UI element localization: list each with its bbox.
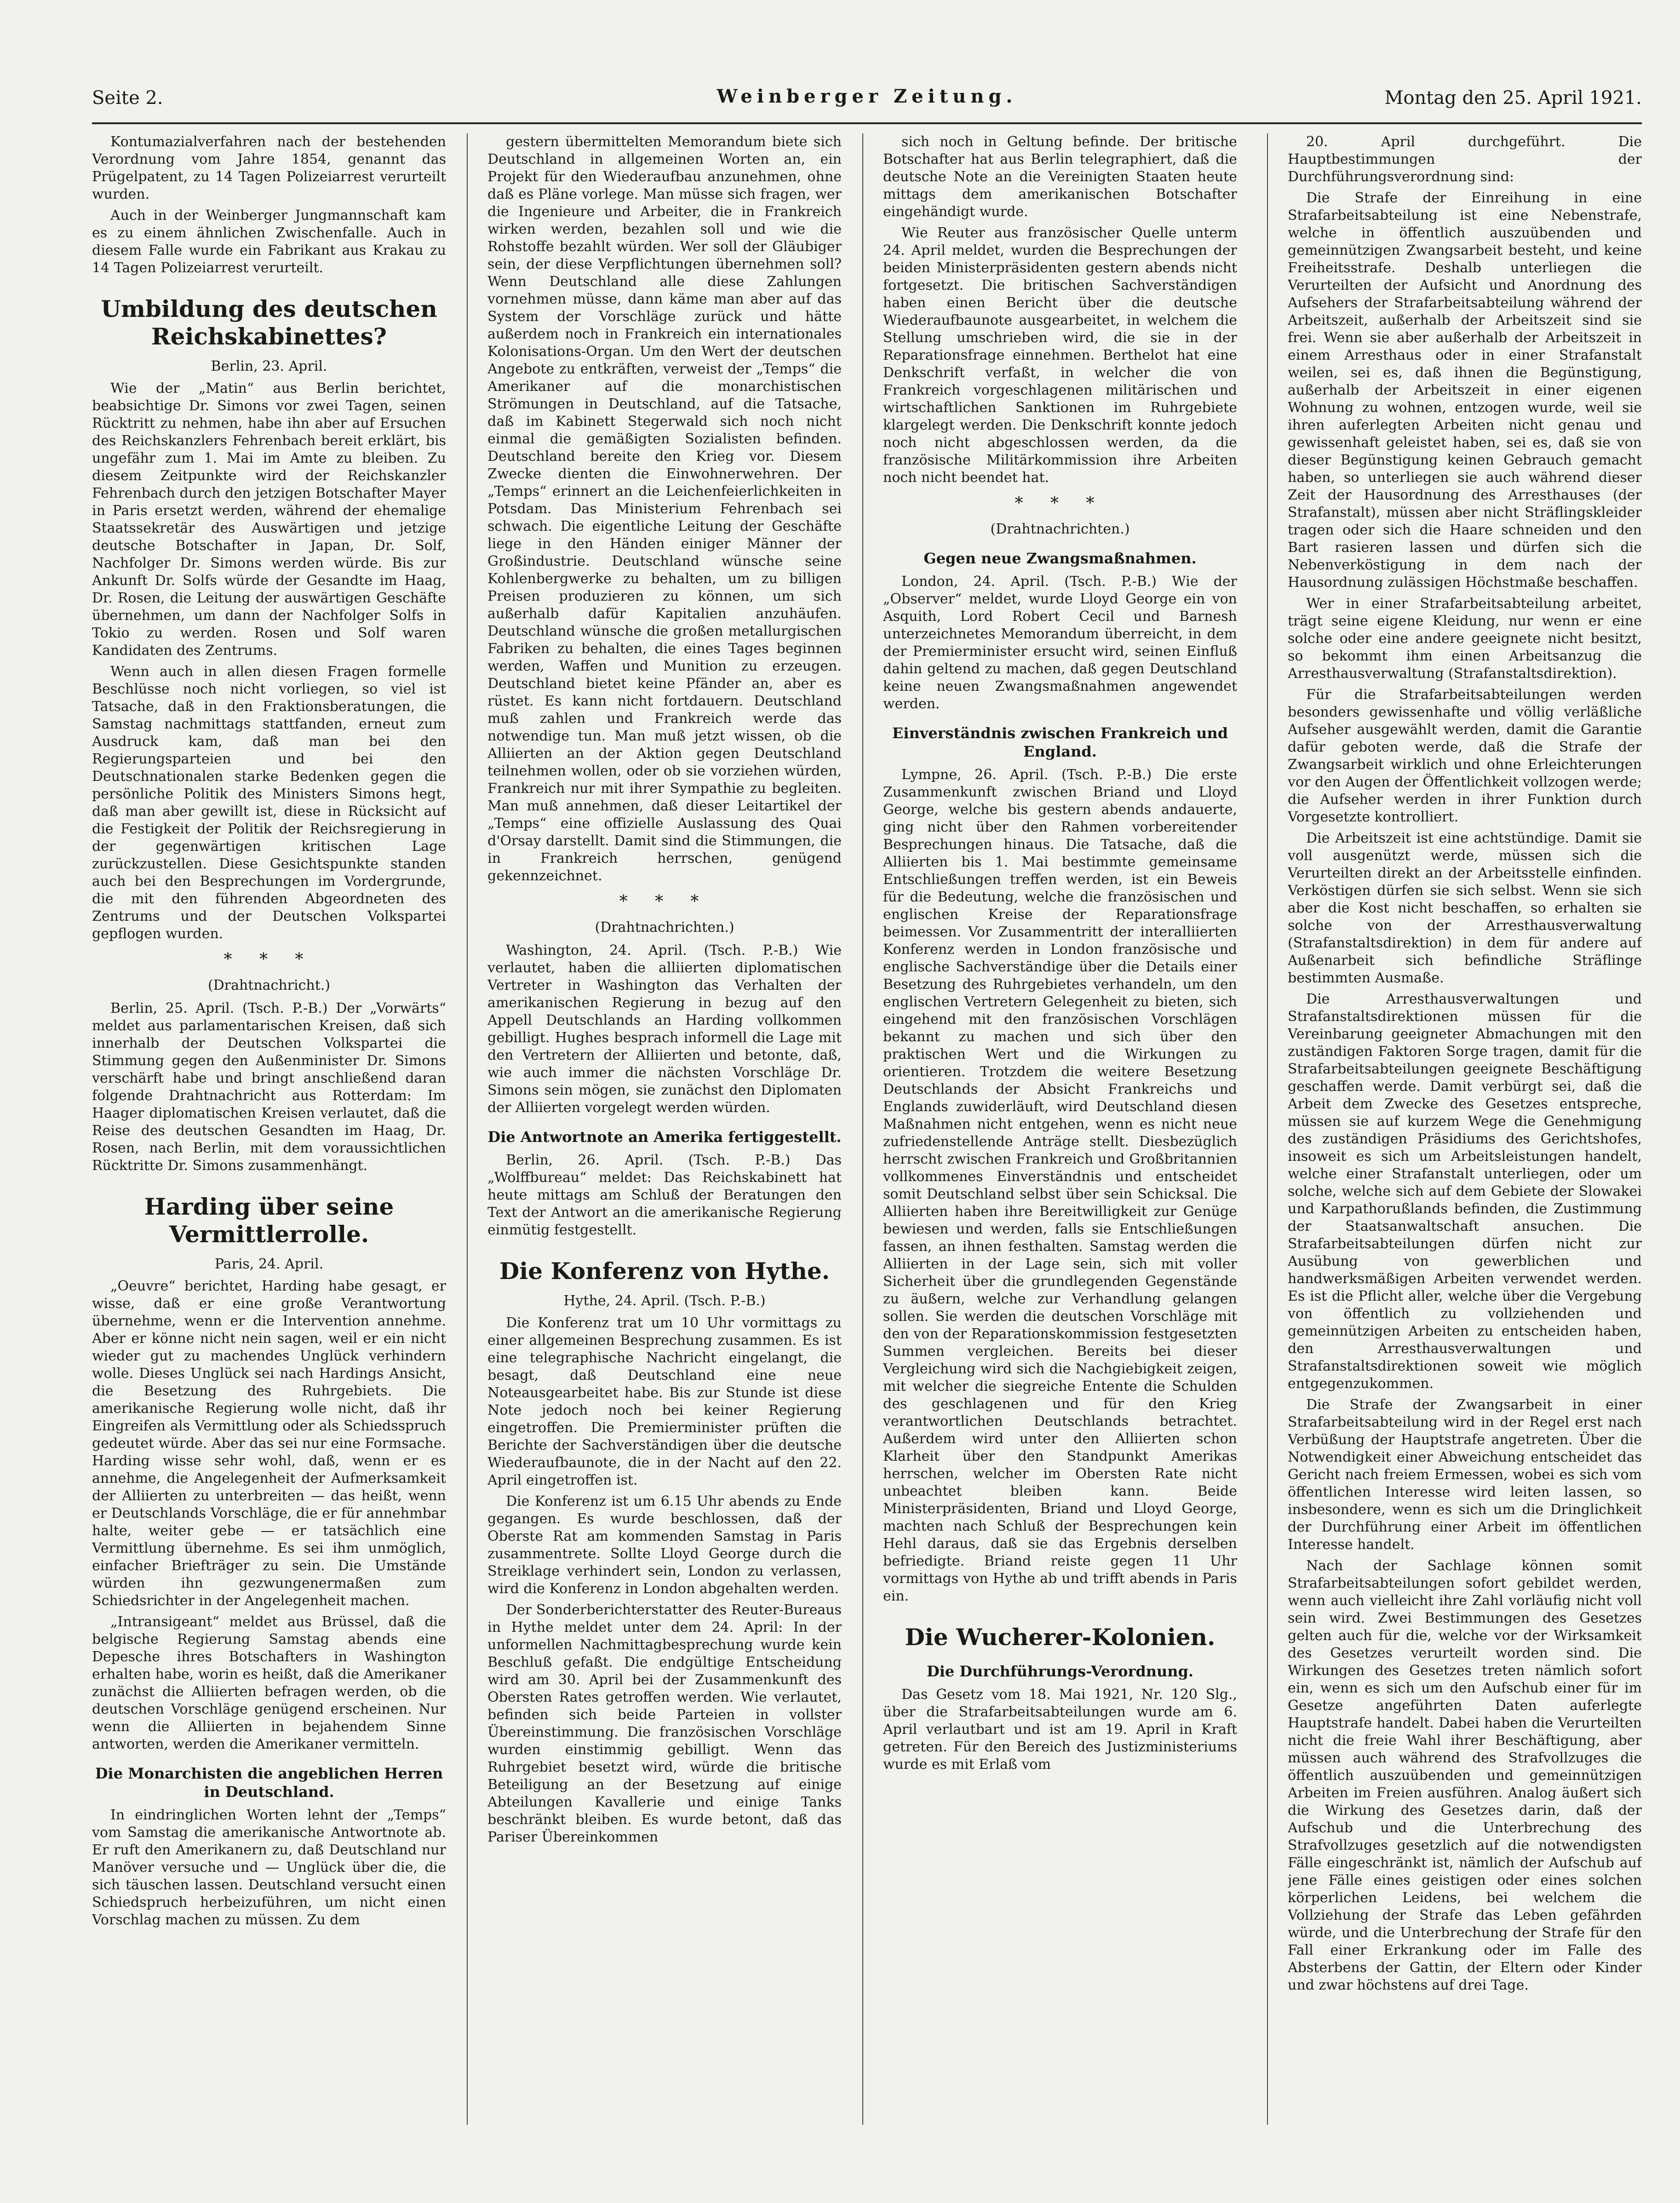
paragraph: „Intransigeant“ meldet aus Brüssel, daß die belgische Regierung Samstag abends eine Depesche ihres Botschafters in Washington erhalten habe, worin es heißt, daß die Amerikaner zunächst die Alliierten befragen werden, ob die deutschen Vorschläge genügend erscheinen. Nur wenn die Alliierten in bejahendem Sinne antworten, werden die Amerikaner vermitteln.	[92, 1614, 446, 1752]
newspaper-page	[92, 83, 1642, 2139]
wire-note: (Drahtnachrichten.)	[990, 521, 1130, 537]
paragraph: Kontumazialverfahren nach der bestehenden Verordnung vom Jahre 1854, genannt das Prügelpatent, zu 14 Tagen Polizeiarrest verurteilt wurden.	[92, 134, 446, 202]
paragraph: Wenn auch in allen diesen Fragen formelle Beschlüsse noch nicht vorliegen, so viel ist Tatsache, daß in den Fraktionsberatungen, die Samstag nachmittags stattfanden, erneut zum Ausdruck kam, daß man bei den Regierungsparteien und bei den Deutschnationalen starke Bedenken gegen die persönliche Politik des Ministers Simons hegt, daß man aber gewillt ist, diese in Rücksicht auf die Festigkeit der Politik der Reichsregierung in der gegenwärtigen kritischen Lage zurückzustellen. Diese Gesichtspunkte standen auch bei den Besprechungen im Vordergrunde, die mit den führenden Abgeordneten des Zentrums und der Deutschen Volkspartei gepflogen wurden.	[92, 664, 446, 942]
paragraph: Wer in einer Strafarbeitsabteilung arbeitet, trägt seine eigene Kleidung, nur wenn er eine solche oder eine andere geeignete nicht besitzt, so bekommt ihm einen Arbeitsanzug die Arresthausverwaltung (Strafanstaltsdirektion).	[1288, 596, 1642, 682]
section-separator: * * *	[224, 950, 315, 969]
wire-note: (Drahtnachricht.)	[207, 977, 331, 993]
dateline: Hythe, 24. April. (Tsch. P.-B.)	[563, 1293, 766, 1309]
column-divider	[467, 133, 468, 2125]
article-subheading: Die Monarchisten die angeblichen Herren in Deutschland.	[95, 1765, 443, 1801]
paragraph: Die Konferenz ist um 6.15 Uhr abends zu Ende gegangen. Es wurde beschlossen, daß der Oberste Rat am kommenden Samstag in Paris zusammentrete. Sollte Lloyd George durch die Streiklage verhindert sein, London zu verlassen, wird die Konferenz in London abgehalten werden.	[487, 1493, 842, 1597]
article-heading: Die Konferenz von Hythe.	[499, 1257, 830, 1285]
column-divider	[862, 133, 863, 2125]
paragraph: Der Sonderberichterstatter des Reuter-Bureaus in Hythe meldet unter dem 24. April: In der unformellen Nachmittagbesprechung wurde kein Beschluß gefaßt. Die endgültige Entscheidung wird am 30. April bei der Zusammenkunft des Obersten Rates getroffen werden. Wie verlautet, befinden sich beide Parteien in vollster Übereinstimmung. Die französischen Vorschläge wurden einstimmig gebilligt. Wenn das Ruhrgebiet besetzt wird, würde die britische Beteiligung an der Besetzung auf einige Abteilungen Kavallerie und einige Tanks beschränkt bleiben. Es wurde betont, daß das Pariser Übereinkommen	[487, 1602, 842, 1845]
issue-date: Montag den 25. April 1921.	[1384, 87, 1642, 109]
article-subheading: Gegen neue Zwangsmaßnahmen.	[923, 550, 1197, 567]
paragraph: Die Arbeitszeit ist eine achtstündige. Damit sie voll ausgenützt werde, müssen sich die Verurteilten direkt an der Arbeitsstelle einfinden. Verköstigen dürfen sie sich selbst. Wenn sie sich aber die Kost nicht beschaffen, so erhalten sie solche von der Arresthausverwaltung (Strafanstaltsdirektion) in dem für andere auf Außenarbeit sich befindliche Sträflinge bestimmten Ausmaße.	[1288, 830, 1642, 986]
paragraph: Washington, 24. April. (Tsch. P.-B.) Wie verlautet, haben die alliierten diplomatischen Vertreter in Washington das Verhalten der amerikanischen Regierung in bezug auf den Appell Deutschlands an Harding vollkommen gebilligt. Hughes besprach informell die Lage mit den Vertretern der Alliierten und betonte, daß, wie auch immer die nächsten Vorschläge Dr. Simons sein mögen, sie zunächst den Diplomaten der Alliierten vorgelegt werden würden.	[487, 942, 842, 1116]
section-separator: * * *	[619, 892, 710, 911]
paragraph: Berlin, 25. April. (Tsch. P.-B.) Der „Vorwärts“ meldet aus parlamentarischen Kreisen, daß sich innerhalb der Deutschen Volkspartei die Stimmung gegen den Außenminister Dr. Simons verschärft habe und bringt anschließend daran folgende Drahtnachricht aus Rotterdam: Im Haager diplomatischen Kreisen verlautet, daß die Reise des deutschen Gesandten im Haag, Dr. Rosen, nach Berlin, mit dem voraussichtlichen Rücktritte Dr. Simons zusammenhängt.	[92, 1000, 446, 1174]
wire-note: (Drahtnachrichten.)	[595, 919, 734, 935]
paragraph: Wie der „Matin“ aus Berlin berichtet, beabsichtige Dr. Simons vor zwei Tagen, seinen Rücktritt zu nehmen, habe ihn aber auf Ersuchen des Reichskanzlers Fehrenbach bereit erklärt, bis ungefähr zum 1. Mai im Amte zu bleiben. Zu diesem Zeitpunkte wird der Reichskanzler Fehrenbach durch den jetzigen Botschafter Mayer in Paris ersetzt werden, während der ehemalige Staatssekretär des Auswärtigen und jetzige deutsche Botschafter in Japan, Dr. Solf, Nachfolger Dr. Simons werden würde. Bis zur Ankunft Dr. Solfs würde der Gesandte im Haag, Dr. Rosen, die Leitung der auswärtigen Geschäfte übernehmen, um dann der Nachfolger Solfs in Tokio zu werden. Rosen und Solf waren Kandidaten des Zentrums.	[92, 380, 446, 659]
paragraph: Wie Reuter aus französischer Quelle unterm 24. April meldet, wurden die Besprechungen der beiden Ministerpräsidenten gestern abends nicht fortgesetzt. Die britischen Sachverständigen haben einen Bericht über die deutsche Wiederaufbaunote ausgearbeitet, in welchem die Stellung umschrieben wird, die sie in der Reparationsfrage einnehmen. Berthelot hat eine Denkschrift verfaßt, in welcher die von Frankreich vorgeschlagenen militärischen und wirtschaftlichen Sanktionen im Ruhrgebiete klargelegt werden. Die Denkschrift konnte jedoch noch nicht abgeschlossen werden, da die französische Militärkommission ihre Arbeiten noch nicht beendet hat.	[883, 225, 1237, 486]
article-subheading: Die Antwortnote an Amerika fertiggestellt.	[487, 1128, 842, 1146]
column-2	[487, 133, 842, 2129]
paragraph: In eindringlichen Worten lehnt der „Temps“ vom Samstag die amerikanische Antwortnote ab. Er ruft den Amerikanern zu, daß Deutschland nur Manöver versuche und — Unglück über die, die sich täuschen lassen. Deutschland versucht einen Schiedspruch herbeizuführen, um nicht einen Vorschlag machen zu müssen. Zu dem	[92, 1807, 446, 1928]
paragraph: Nach der Sachlage können somit Strafarbeitsabteilungen sofort gebildet werden, wenn auch vielleicht ihre Zahl vorläufig nicht voll sein wird. Zwei Bestimmungen des Gesetzes gelten auch für die, welche vor der Wirksamkeit des Gesetzes verurteilt worden sind. Die Wirkungen des Gesetzes treten nämlich sofort ein, wenn es sich um den Aufschub einer für im Gesetze angeführten Daten auferlegte Hauptstrafe handelt. Dabei haben die Verurteilten nicht die freie Wahl ihrer Beschäftigung, aber müssen auch während des Strafvollzuges die öffentlich auszuübenden und gemeinnützigen Arbeiten im Freien ausführen. Analog äußert sich die Wirkung des Gesetzes darin, daß der Aufschub und die Unterbrechung des Strafvollzuges gesetzlich auf die notwendigsten Fälle eingeschränkt ist, nämlich der Aufschub auf jene Fälle eines geistigen oder eines solchen körperlichen Leidens, bei welchem die Vollziehung der Strafe das Leben gefährden würde, und die Unterbrechung der Strafe für den Fall einer Erkrankung oder im Falle des Absterbens der Gattin, der Eltern oder Kinder und zwar höchstens auf drei Tage.	[1288, 1558, 1642, 1993]
header-rule	[92, 122, 1642, 124]
paragraph: 20. April durchgeführt. Die Hauptbestimmungen der Durchführungsverordnung sind:	[1288, 134, 1642, 185]
paragraph: Das Gesetz vom 18. Mai 1921, Nr. 120 Slg., über die Strafarbeitsabteilungen wurde am 6. April verlautbart und ist am 19. April in Kraft getreten. Für den Bereich des Justizministeriums wurde es mit Erlaß vom	[883, 1687, 1237, 1773]
paragraph: London, 24. April. (Tsch. P.-B.) Wie der „Observer“ meldet, wurde Lloyd George ein von Asquith, Lord Robert Cecil und Barnesh unterzeichnetes Memorandum überreicht, in dem der Premierminister ersucht wird, seinen Einfluß dahin geltend zu machen, daß gegen Deutschland keine neuen Zwangsmaßnahmen angewendet werden.	[883, 574, 1237, 712]
paragraph: sich noch in Geltung befinde. Der britische Botschafter hat aus Berlin telegraphiert, daß die deutsche Note an die Vereinigten Staaten heute mittags dem amerikanischen Botschafter eingehändigt wurde.	[883, 134, 1237, 220]
paragraph: Die Strafe der Einreihung in eine Strafarbeitsabteilung ist eine Nebenstrafe, welche in öffentlich auszuübenden und gemeinnützigen Zwangsarbeit besteht, und keine Freiheitsstrafe. Deshalb unterliegen die Verurteilten der Aufsicht und Anordnung des Aufsehers der Strafarbeitsabteilung während der Arbeitszeit, außerhalb der Arbeitszeit sind sie frei. Wenn sie aber außerhalb der Arbeitszeit in einem Arresthaus oder in einer Strafanstalt weilen, sei es, daß ihnen die Begünstigung, außerhalb der Arbeitszeit in einer eigenen Wohnung zu wohnen, entzogen wurde, weil sie ihren auferlegten Arbeiten nicht genau und gewissenhaft geleistet haben, sei es, daß sie von dieser Begünstigung keinen Gebrauch gemacht haben, so unterliegen sie auch während dieser Zeit der Hausordnung des Arresthauses (der Strafanstalt), müssen aber nicht Sträflingskleider tragen oder sich die Haare schneiden und den Bart rasieren lassen und dürfen sich die Nebenverköstigung in dem nach der Hausordnung zulässigen Höchstmaße beschaffen.	[1288, 190, 1642, 591]
paragraph: Berlin, 26. April. (Tsch. P.-B.) Das „Wolffbureau“ meldet: Das Reichskabinett hat heute mittags am Schluß der Beratungen den Text der Antwort an die amerikanische Regierung einmütig festgestellt.	[487, 1152, 842, 1238]
dateline: Paris, 24. April.	[214, 1256, 324, 1272]
masthead: Weinberger Zeitung.	[717, 86, 1017, 107]
article-subheading: Einverständnis zwischen Frankreich und England.	[892, 724, 1228, 760]
article-subheading: Die Durchführungs-Verordnung.	[926, 1663, 1194, 1680]
page-number: Seite 2.	[92, 87, 163, 109]
section-separator: * * *	[1015, 494, 1106, 513]
paragraph: Die Strafe der Zwangsarbeit in einer Strafarbeitsabteilung wird in der Regel erst nach Verbüßung der Hauptstrafe angetreten. Über die Notwendigkeit einer Abweichung entscheidet das Gericht nach freiem Ermessen, wobei es sich vom öffentlichen Interesse wird leiten lassen, so insbesondere, wenn es sich um die Dringlichkeit der Durchführung einer Arbeit im öffentlichen Interesse handelt.	[1288, 1397, 1642, 1553]
dateline: Berlin, 23. April.	[211, 358, 327, 374]
column-4	[1288, 133, 1642, 2129]
paragraph: Für die Strafarbeitsabteilungen werden besonders gewissenhafte und völlig verläßliche Aufseher ausgewählt werden, damit die Garantie dafür geboten werde, daß die Strafe der Zwangsarbeit wirklich und ohne Erleichterungen vor den Augen der Öffentlichkeit vollzogen werde; die Aufseher werden in ihrer Funktion durch Vorgesetzte kontrolliert.	[1288, 687, 1642, 825]
article-columns	[92, 133, 1642, 2134]
paragraph: Die Arresthausverwaltungen und Strafanstaltsdirektionen müssen für die Vereinbarung geeigneter Abmachungen mit den zuständigen Faktoren Sorge tragen, damit für die Strafarbeitsabteilungen geeignete Beschäftigung geschaffen werde. Damit verbürgt sei, daß die Arbeit dem Zwecke des Gesetzes entspreche, müssen sie auf kurzem Wege die Genehmigung des zuständigen Präsidiums des Gerichtshofes, insoweit es sich um Arbeitsleistungen handelt, welche einer Strafanstalt unterliegen, oder um solche, welche sich auf dem Gebiete der Slowakei und Karpathorußlands befinden, die Zustimmung der Staatsanwaltschaft ansuchen. Die Strafarbeitsabteilungen dürfen nicht zur Ausübung von gewerblichen und handwerksmäßigen Arbeiten verwendet werden. Es ist die Pflicht aller, welche über die Vergebung von öffentlich zu vollziehenden und gemeinnützigen Arbeiten zu entscheiden haben, den Arresthausverwaltungen und Strafanstaltsdirektionen soweit wie möglich entgegenzukommen.	[1288, 991, 1642, 1392]
article-heading: Umbildung des deutschen Reichskabinettes?	[101, 295, 437, 350]
paragraph: Die Konferenz trat um 10 Uhr vormittags zu einer allgemeinen Besprechung zusammen. Es ist eine telegraphische Nachricht eingelangt, die besagt, daß Deutschland eine neue Noteausgearbeitet habe. Bis zur Stunde ist diese Note jedoch noch bei keiner Regierung eingetroffen. Die Premierminister prüften die Berichte der Sachverständigen über die deutsche Wiederaufbaunote, die in der Nacht auf den 22. April eingetroffen ist.	[487, 1315, 842, 1488]
page-header	[92, 83, 1642, 115]
column-3	[883, 133, 1237, 2129]
paragraph: Lympne, 26. April. (Tsch. P.-B.) Die erste Zusammenkunft zwischen Briand und Lloyd George, welche bis gestern abends andauerte, ging nicht über den Rahmen vorbereitender Besprechungen hinaus. Die Tatsache, daß die Alliierten bis 1. Mai bestimmte gemeinsame Entschließungen treffen werden, ist ein Beweis für die Bedeutung, welche die französischen und englischen Kreise der Reparationsfrage beimessen. Vor Zusammentritt der interalliierten Konferenz werden in London französische und englische Sachverständige über die Details einer Besetzung des Ruhrgebietes verhandeln, um den englischen Vertretern Gelegenheit zu bieten, sich eingehend mit den französischen Vorschlägen bekannt zu machen und sich über den praktischen Wert und die Wirkungen zu orientieren. Trotzdem die weitere Besetzung Deutschlands der Absicht Frankreichs und Englands zuwiderläuft, wird Deutschland diesen Maßnahmen nicht entgehen, wenn es nicht neue zufriedenstellende Anträge stellt. Diesbezüglich herrscht zwischen Frankreich und Großbritannien vollkommenes Einverständnis und entscheidet somit Deutschland selbst über sein Schicksal. Die Alliierten haben ihre Bereitwilligkeit zur Genüge bewiesen und werden, falls sie Entschließungen fassen, an ihnen festhalten. Samstag werden die Alliierten in der Lage sein, sich mit voller Sicherheit über die grundlegenden Gegenstände zu äußern, welche zur Verhandlung gelangen sollen. Sie werden die deutschen Vorschläge mit den von der Reparationskommission festgesetzten Summen vergleichen. Bereits bei dieser Vergleichung wird sich die Nachgiebigkeit zeigen, mit welcher die siegreiche Entente die Schulden des geschlagenen und für den Krieg verantwortlichen Deutschlands betrachtet. Außerdem wird unter den Alliierten schon Klarheit über den Standpunkt Amerikas herrschen, welcher im Obersten Rate nicht unbeachtet bleiben kann. Beide Ministerpräsidenten, Briand und Lloyd George, machten nach Schluß der Besprechungen kein Hehl daraus, daß sie das Ergebnis derselben befriedigte. Briand reiste gegen 11 Uhr vormittags von Hythe ab und trifft abends in Paris ein.	[883, 767, 1237, 1604]
article-heading: Die Wucherer-Kolonien.	[905, 1624, 1216, 1651]
column-divider	[1267, 133, 1268, 2125]
article-heading: Harding über seine Vermittlerrolle.	[144, 1193, 394, 1248]
paragraph: gestern übermittelten Memorandum biete sich Deutschland in allgemeinen Worten an, ein Projekt für den Wiederaufbau anzunehmen, ohne daß es Pläne vorlege. Man müsse sich fragen, wer die Ingenieure und Arbeiter, die in Frankreich wirken werden, bezahlen soll und wie die Rohstoffe bezahlt würden. Wer soll der Gläubiger sein, der diese Verpflichtungen übernehmen soll? Wenn Deutschland alle diese Zahlungen vornehmen müsse, dann käme man aber auf das System der Vorschläge zurück und hätte außerdem noch in Frankreich ein internationales Kolonisations-Organ. Um den Wert der deutschen Angebote zu entkräften, verweist der „Temps“ die Amerikaner auf die monarchistischen Strömungen in Deutschland, auf die Tatsache, daß im Kabinett Stegerwald sich noch nicht einmal die gemäßigten Sozialisten befinden. Deutschland bereite den Krieg vor. Diesem Zwecke dienten die Einwohnerwehren. Der „Temps“ erinnert an die Leichenfeierlichkeiten in Potsdam. Das Ministerium Fehrenbach sei schwach. Die eigentliche Leitung der Geschäfte liege in den Händen einiger Männer der Großindustrie. Deutschland wünsche seine Kohlenbergwerke zu behalten, um zu billigen Preisen produzieren zu können, um sich außerhalb dafür Kapitalien anzuhäufen. Deutschland wünsche die großen metallurgischen Fabriken zu behalten, die eines Tages beginnen werden, Waffen und Munition zu erzeugen. Deutschland bietet keine Pfänder an, aber es rüstet. Es kann nicht fortdauern. Deutschland muß zahlen und Frankreich werde das notwendige tun. Man muß jetzt wissen, ob die Alliierten an der Aktion gegen Deutschland teilnehmen wollen, oder ob sie vorziehen würden, Frankreich nur mit ihrer Sympathie zu begleiten. Man muß annehmen, daß dieser Leitartikel der „Temps“ eine offizielle Auslassung des Quai d'Orsay darstellt. Damit sind die Stimmungen, die in Frankreich herrschen, genügend gekennzeichnet.	[487, 134, 842, 884]
paragraph: Auch in der Weinberger Jungmannschaft kam es zu einem ähnlichen Zwischenfalle. Auch in diesem Falle wurde ein Fabrikant aus Krakau zu 14 Tagen Polizeiarrest verurteilt.	[92, 207, 446, 276]
column-1	[92, 133, 446, 2129]
paragraph: „Oeuvre“ berichtet, Harding habe gesagt, er wisse, daß er eine große Verantwortung übernehme, wenn er die Intervention annehme. Aber er könne nicht nein sagen, weil er ein nicht wieder gut zu machendes Unglück verhindern wolle. Dieses Unglück sei nach Hardings Ansicht, die Besetzung des Ruhrgebiets. Die amerikanische Regierung wolle nicht, daß ihr Eingreifen als Vermittlung oder als Schiedsspruch gedeutet würde. Aber das sei nur eine Formsache. Harding wisse sehr wohl, daß, wenn er es annehme, die Angelegenheit der Aufmerksamkeit der Alliierten zu unterbreiten — das heißt, wenn er Deutschlands Vorschläge, die er für annehmbar halte, weiter gebe — er tatsächlich eine Vermittlung übernehme. Es sei ihm unmöglich, einfacher Briefträger zu sein. Die Umstände würden ihn gezwungenermaßen zum Schiedsrichter in der Angelegenheit machen.	[92, 1278, 446, 1609]
